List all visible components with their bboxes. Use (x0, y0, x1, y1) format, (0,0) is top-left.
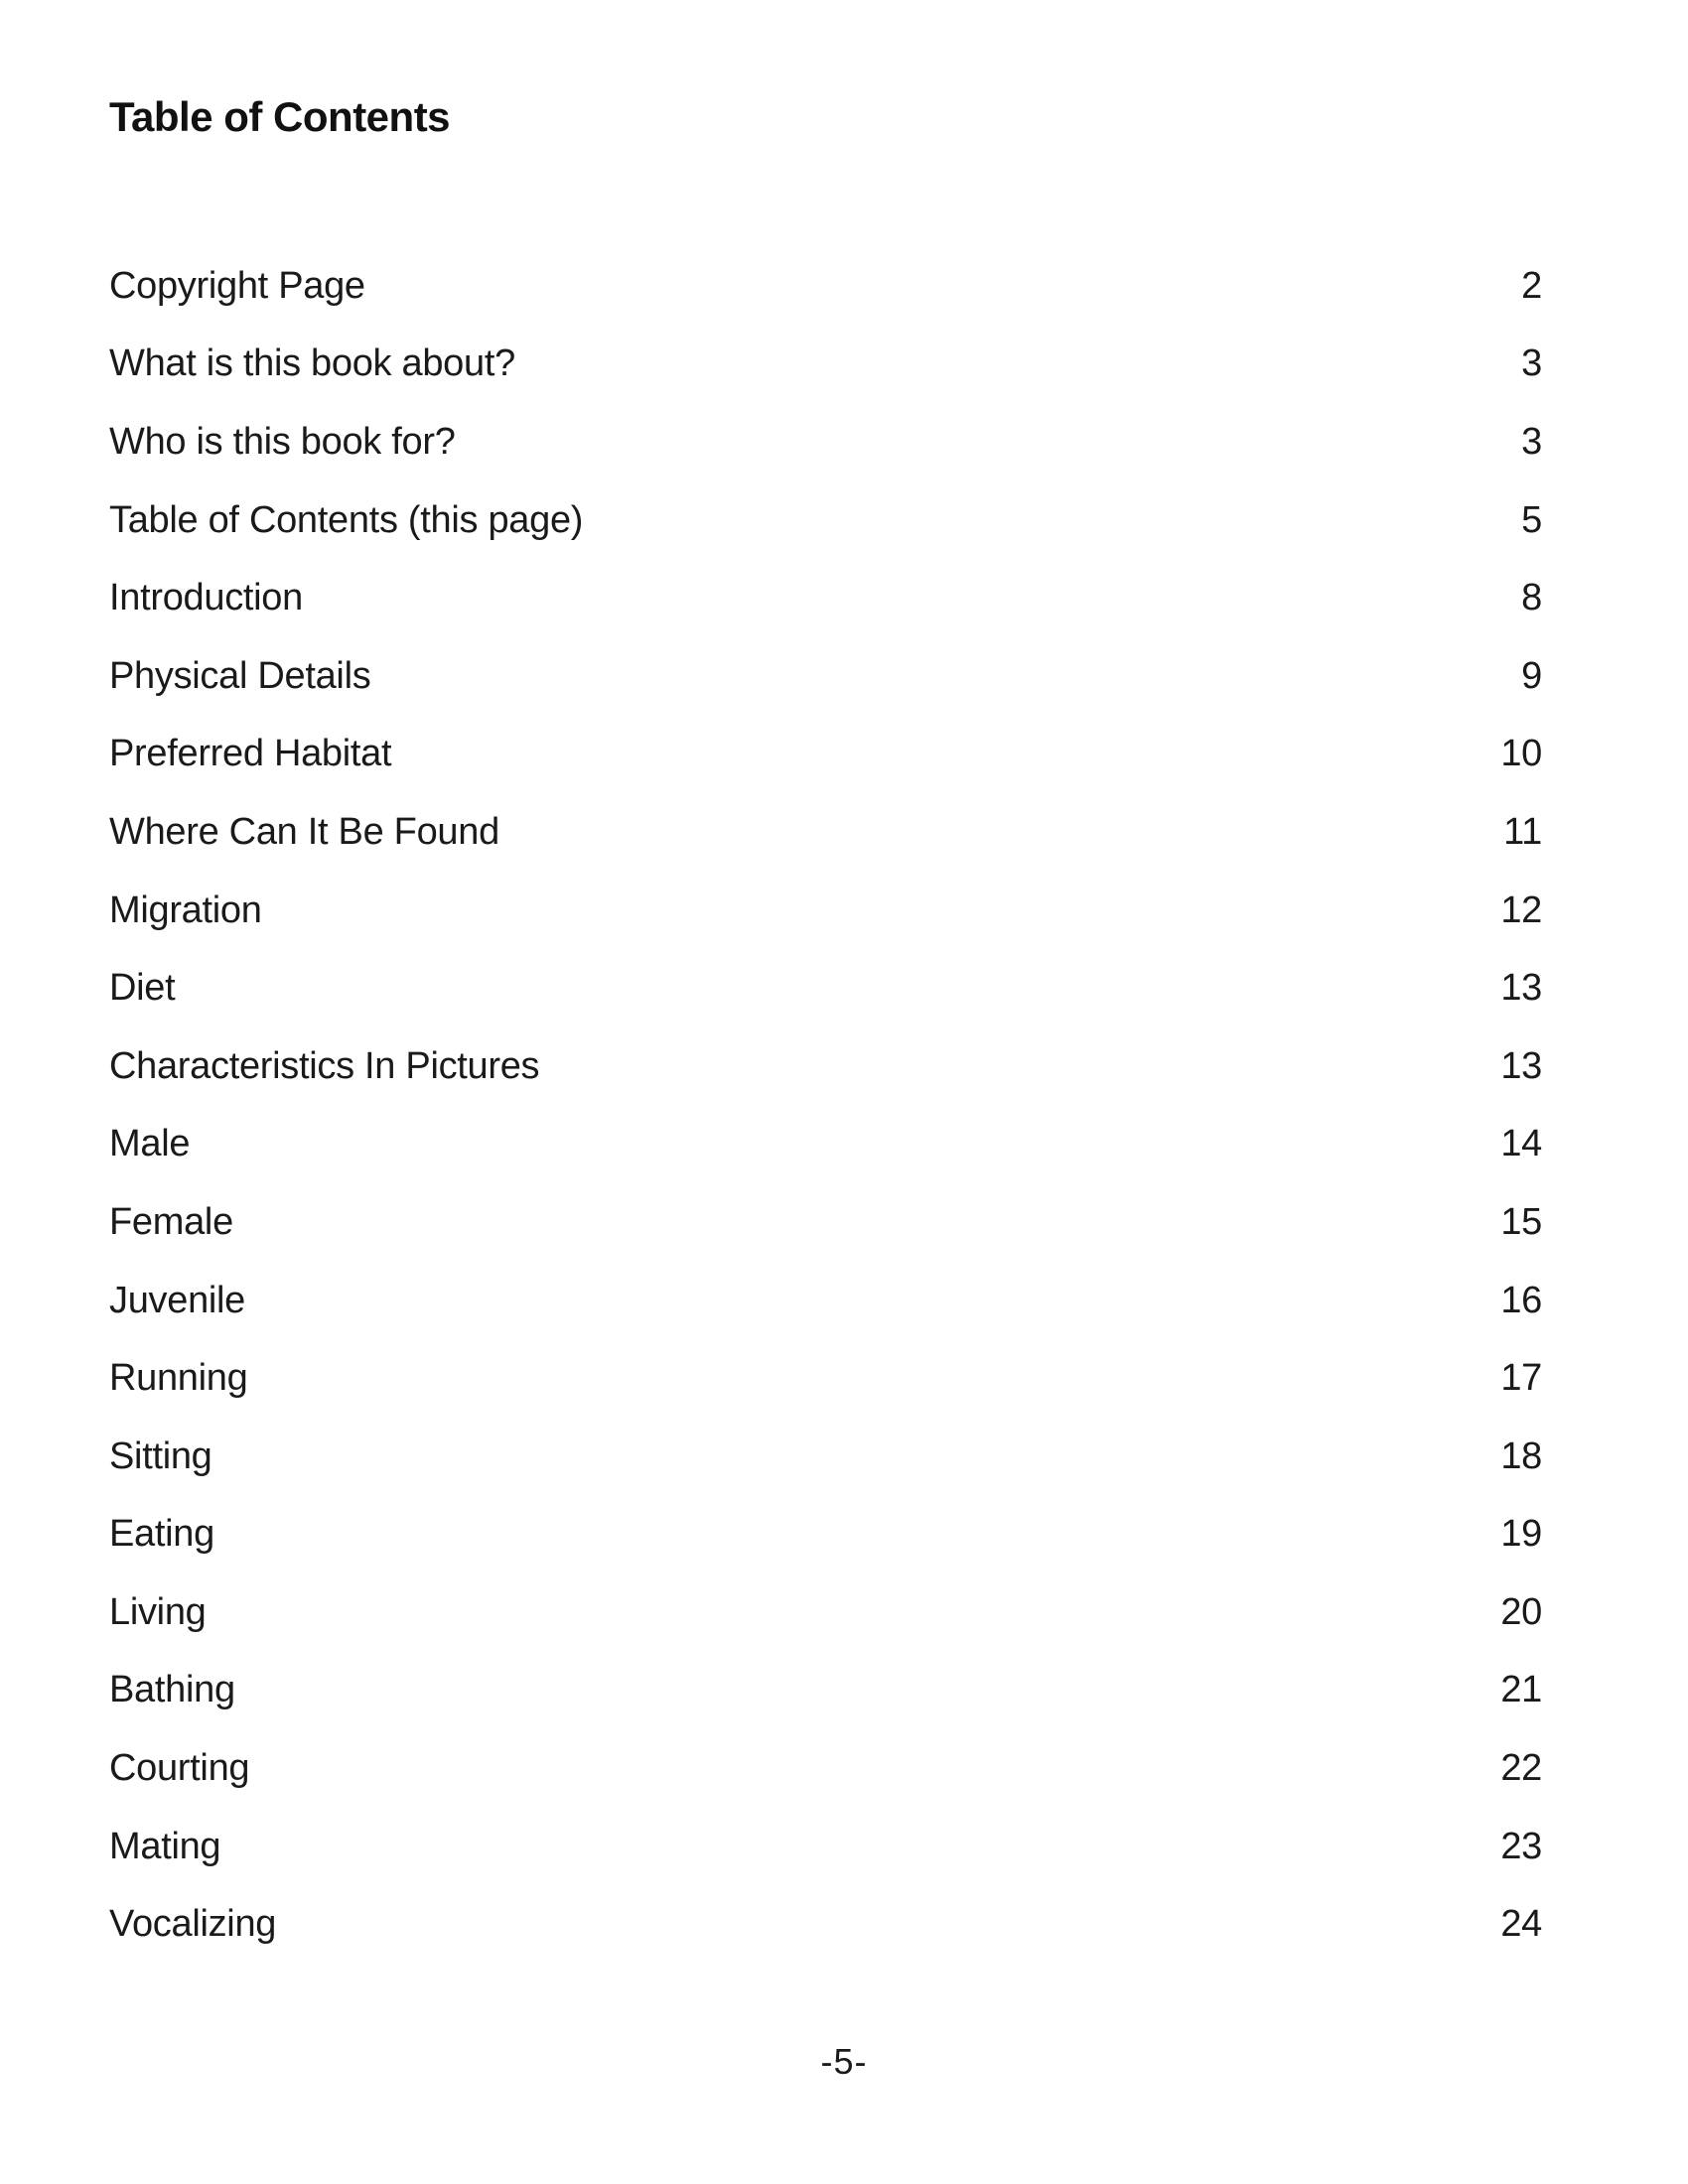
toc-entry (109, 1106, 1542, 1184)
toc-entry-page-number: 10 (1500, 733, 1542, 775)
toc-entry-label: Diet (109, 967, 176, 1010)
toc-entry-page-number: 16 (1500, 1279, 1542, 1321)
toc-entry-label: Bathing (109, 1669, 235, 1711)
toc-entry (109, 1027, 1542, 1106)
toc-entry-page-number: 17 (1500, 1357, 1542, 1400)
toc-entry-label: What is this book about? (109, 342, 515, 385)
toc-entry-page-number: 5 (1521, 498, 1542, 541)
toc-entry-label: Sitting (109, 1434, 212, 1477)
toc-entry-page-number: 22 (1500, 1747, 1542, 1790)
toc-entry-page-number: 13 (1500, 1044, 1542, 1087)
toc-entry-label: Table of Contents (this page) (109, 498, 584, 541)
toc-entry (109, 716, 1542, 794)
toc-entry-label: Mating (109, 1825, 221, 1867)
toc-entry-label: Copyright Page (109, 264, 365, 307)
toc-entry-page-number: 19 (1500, 1513, 1542, 1556)
toc-entry-page-number: 15 (1500, 1200, 1542, 1243)
toc-entry (109, 1652, 1542, 1730)
toc-entry-page-number: 23 (1500, 1825, 1542, 1867)
toc-entry-page-number: 3 (1521, 342, 1542, 385)
page-number-footer: -5- (820, 2041, 868, 2082)
toc-entry (109, 1262, 1542, 1340)
toc-entry (109, 1339, 1542, 1418)
toc-entry (109, 481, 1542, 560)
toc-entry (109, 326, 1542, 404)
toc-entry-page-number: 13 (1500, 967, 1542, 1010)
toc-entry (109, 1496, 1542, 1574)
toc-entry-page-number: 24 (1500, 1903, 1542, 1946)
toc-entry (109, 793, 1542, 872)
toc-entry (109, 1573, 1542, 1652)
toc-entry-page-number: 21 (1500, 1669, 1542, 1711)
toc-entry-page-number: 18 (1500, 1434, 1542, 1477)
toc-entry (109, 403, 1542, 481)
toc-entry-page-number: 14 (1500, 1123, 1542, 1165)
toc-entry (109, 949, 1542, 1027)
toc-entry-page-number: 12 (1500, 888, 1542, 931)
toc-entry (109, 637, 1542, 716)
toc-entry-label: Eating (109, 1513, 214, 1556)
toc-entry-page-number: 3 (1521, 420, 1542, 463)
toc-entry-page-number: 11 (1503, 810, 1542, 853)
toc-entry-label: Courting (109, 1747, 250, 1790)
toc-entry (109, 559, 1542, 637)
toc-entry (109, 1808, 1542, 1886)
toc-entry-page-number: 20 (1500, 1590, 1542, 1633)
toc-entry-label: Vocalizing (109, 1903, 277, 1946)
toc-entry (109, 1418, 1542, 1496)
toc-entry-label: Preferred Habitat (109, 733, 392, 775)
toc-entry (109, 1885, 1542, 1964)
toc-entry-page-number: 2 (1521, 264, 1542, 307)
page-title: Table of Contents (109, 93, 451, 140)
toc-entry-label: Female (109, 1200, 233, 1243)
toc-entry-label: Migration (109, 888, 262, 931)
toc-entry-label: Male (109, 1123, 191, 1165)
toc-entry-label: Running (109, 1357, 248, 1400)
toc-entry-page-number: 8 (1521, 577, 1542, 619)
toc-entry (109, 872, 1542, 950)
toc-entry-page-number: 9 (1521, 654, 1542, 697)
toc-entry-label: Where Can It Be Found (109, 810, 499, 853)
toc-entry (109, 247, 1542, 326)
toc-entry-label: Who is this book for? (109, 420, 456, 463)
toc-entry-label: Physical Details (109, 654, 371, 697)
toc-list (109, 247, 1542, 1964)
toc-entry-label: Characteristics In Pictures (109, 1044, 540, 1087)
toc-entry-label: Juvenile (109, 1279, 246, 1321)
toc-entry (109, 1729, 1542, 1808)
toc-entry (109, 1183, 1542, 1262)
toc-entry-label: Living (109, 1590, 207, 1633)
toc-entry-label: Introduction (109, 577, 303, 619)
